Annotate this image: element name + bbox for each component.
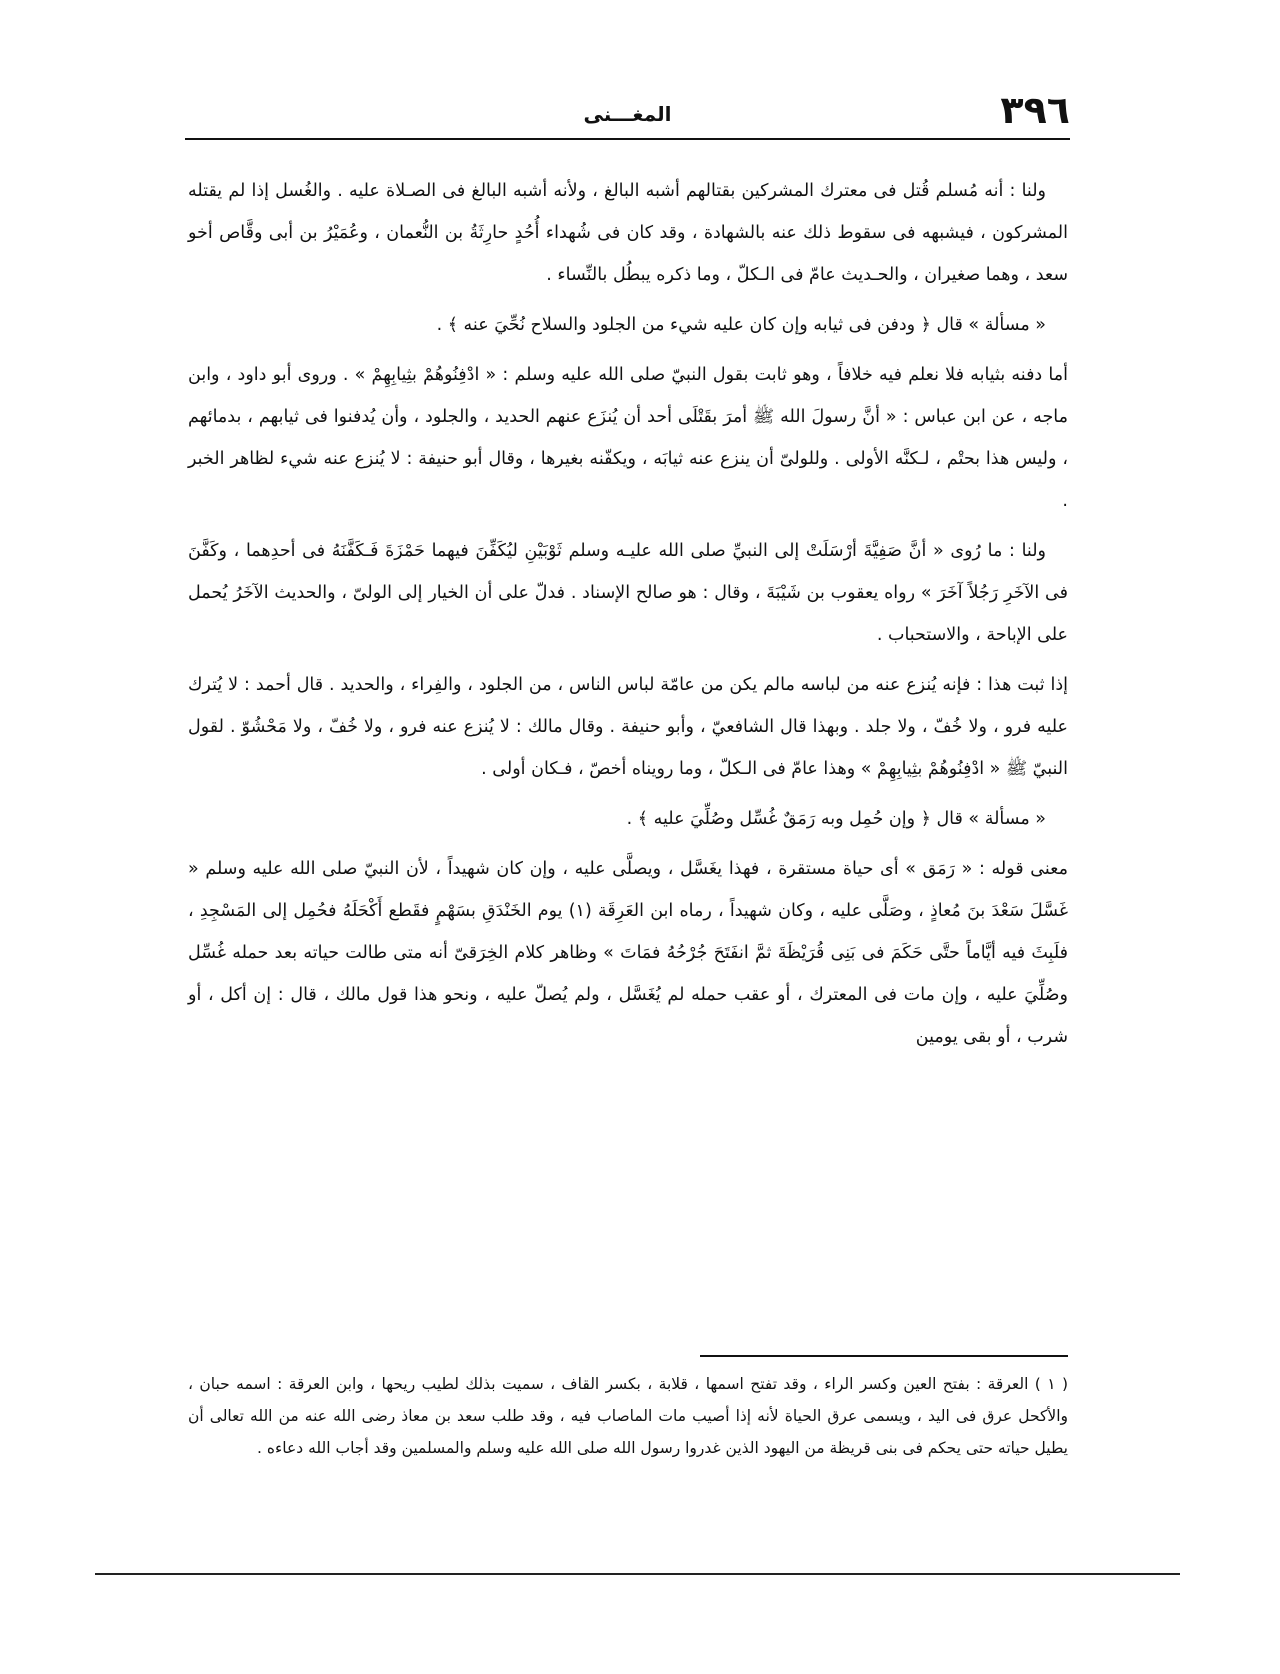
footnote-rule (700, 1355, 1068, 1357)
footnote: ( ١ ) العرقة : بفتح العين وكسر الراء ، وقد تفتح اسمها ، قلابة ، بكسر القاف ، سميت بذلك لطيب ريحها ، وابن العرقة : اسمه حبان ، والأكحل عرق فى اليد ، ويسمى عرق الحياة لأنه إذا أصيب مات الماصاب فيه ، وقد طلب سعد بن معاذ رضى الله عنه من الله تعالى أن يطيل حياته حتى يحكم فى بنى قريظة من اليهود الذين غدروا رسول الله صلى الله عليه وسلم والمسلمين وقد أجاب الله دعاءه . (188, 1375, 1068, 1457)
running-title: المغـــنى (583, 102, 672, 126)
header-rule (185, 138, 1070, 140)
bottom-rule (95, 1573, 1180, 1575)
page-header (185, 80, 1070, 140)
paragraph: إذا ثبت هذا : فإنه يُنزع عنه من لباسه مالم يكن من عامّة لباس الناس ، من الجلود ، والفِراء ، والحديد . قال أحمد : لا يُترك عليه فرو ، ولا خُفّ ، ولا جلد . وبهذا قال الشافعيّ ، وأبو حنيفة . وقال مالك : لا يُنزع عنه فرو ، ولا خُفّ ، ولا مَحْشُوّ . لقول النبيّ ﷺ « ادْفِنُوهُمْ بثِيابِهِمْ » وهذا عامّ فى الـكلّ ، وما رويناه أخصّ ، فـكان أولى . (188, 675, 1068, 779)
paragraph: ولنا : ما رُوى « أنَّ صَفِيَّةَ أرْسَلَتْ إلى النبيِّ صلى الله عليـه وسلم ثَوْبَيْنِ ليُكَفِّنَ فيهما حَمْزَةَ فَـكَفَّنَهُ فى أحدِهما ، وكَفَّنَ فى الآخَرِ رَجُلاً آخَرَ » رواه يعقوب بن شَيْبَةَ ، وقال : هو صالح الإسناد . فدلّ على أن الخيار إلى الولىّ ، والحديث الآخَرُ يُحمل على الإباحة ، والاستحباب . (188, 541, 1068, 645)
paragraph: أما دفنه بثيابه فلا نعلم فيه خلافاً ، وهو ثابت بقول النبيّ صلى الله عليه وسلم : « ادْفِنُوهُمْ بثِيابِهِمْ » . وروى أبو داود ، وابن ماجه ، عن ابن عباس : « أنَّ رسولَ الله ﷺ أمرَ بقَتْلَى أحد أن يُنزَع عنهم الحديد ، والجلود ، وأن يُدفنوا فى ثيابهم ، بدمائهم ، وليس هذا بحتْم ، لـكنَّه الأولى . وللولىّ أن ينزع عنه ثيابَه ، ويكفّنه بغيرها ، وقال أبو حنيفة : لا يُنزع عنه شيء لظاهر الخبر . (188, 365, 1068, 511)
paragraph: « مسألة » قال ﴿ ودفن فى ثيابه وإن كان عليه شيء من الجلود والسلاح نُحِّيَ عنه ﴾ . (436, 315, 1046, 335)
paragraph: ولنا : أنه مُسلم قُتل فى معترك المشركين بقتالهم أشبه البالغ ، ولأنه أشبه البالغ فى الصـلاة عليه . والغُسل إذا لم يقتله المشركون ، فيشبهه فى سقوط ذلك عنه بالشهادة ، وقد كان فى شُهداء أُحُدٍ حارِثَةُ بن النُّعمان ، وعُمَيْرُ بن أبى وقَّاص أخو سعد ، وهما صغيران ، والحـديث عامّ فى الـكلّ ، وما ذكره يبطُل بالنِّساء . (188, 181, 1068, 285)
paragraph: معنى قوله : « رَمَق » أى حياة مستقرة ، فهذا يغَسَّل ، ويصلَّى عليه ، وإن كان شهيداً ، لأن النبيّ صلى الله عليه وسلم « غَسَّلَ سَعْدَ بنَ مُعاذٍ ، وصَلَّى عليه ، وكان شهيداً ، رماه ابن العَرِقَة (١) يوم الخَنْدَقِ بسَهْمٍ فقَطع أَكْحَلَهُ فحُمِل إلى المَسْجِدِ ، فلَبِثَ فيه أيَّاماً حتَّى حَكَمَ فى بَنِى قُرَيْظَةَ ثمَّ انفَتَحَ جُرْحُهُ فمَاتَ » وظاهر كلام الخِرَقىّ أنه متى طالت حياته بعد حمله غُسِّل وصُلِّيَ عليه ، وإن مات فى المعترك ، أو عقب حمله لم يُغَسَّل ، ولم يُصلّ عليه ، ونحو هذا قول مالك ، قال : إن أكل ، أو شرب ، أو بقى يومين (188, 859, 1068, 1047)
main-text (188, 170, 1068, 1066)
paragraph: « مسألة » قال ﴿ وإن حُمِل وبه رَمَقٌ غُسِّل وصُلِّيَ عليه ﴾ . (626, 809, 1046, 829)
page-number: ٣٩٦ (1000, 88, 1070, 132)
